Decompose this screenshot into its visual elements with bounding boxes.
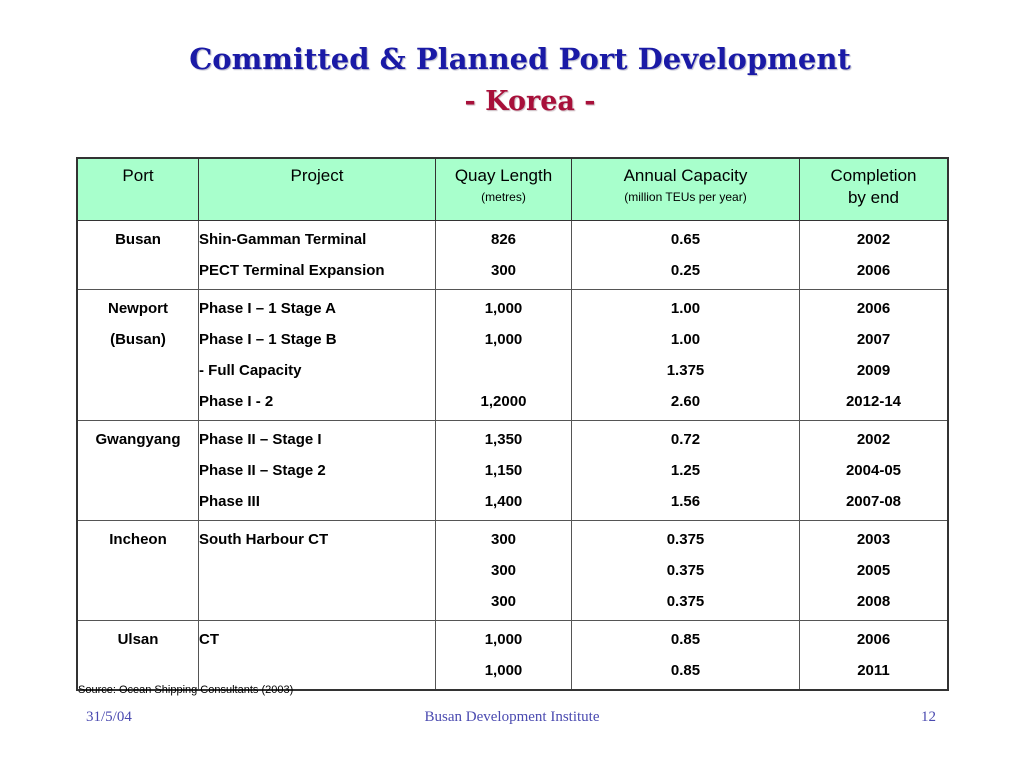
- comp-cell: [800, 290, 949, 421]
- project-name: South Harbour CT: [199, 531, 329, 548]
- column-header-quay-length: [436, 158, 572, 221]
- annual-capacity-value: 0.85: [670, 662, 701, 679]
- project-name: Phase III: [199, 493, 260, 510]
- quay-length-value: 1,400: [484, 493, 523, 510]
- quay-length-label: Quay Length: [454, 166, 553, 185]
- completion-year: 2002: [856, 431, 891, 448]
- port-name: Newport: [108, 300, 168, 317]
- completion-label-line1: Completion: [830, 166, 917, 185]
- completion-label-line2: by end: [847, 188, 900, 207]
- len-cell: [436, 290, 572, 421]
- completion-year: 2004-05: [845, 462, 902, 479]
- quay-length-value: 1,150: [484, 462, 523, 479]
- quay-length-value: 1,000: [484, 631, 523, 648]
- annual-capacity-unit: (million TEUs per year): [624, 190, 747, 204]
- comp-cell: [800, 221, 949, 290]
- slide-title: Committed & Planned Port Development: [189, 42, 851, 76]
- slide-subtitle: - Korea -: [464, 86, 596, 117]
- completion-year: 2006: [856, 631, 891, 648]
- port-cell: [77, 221, 199, 290]
- table-row: [77, 421, 948, 521]
- footer-page-number: 12: [921, 709, 936, 725]
- project-name: Phase I – 1 Stage B: [199, 331, 337, 348]
- completion-year: 2003: [856, 531, 891, 548]
- annual-capacity-value: 0.375: [666, 531, 705, 548]
- proj-cell: [199, 521, 436, 621]
- annual-capacity-label: Annual Capacity: [623, 166, 748, 185]
- table-body: [77, 221, 948, 691]
- column-header-project: Project: [199, 158, 436, 221]
- project-name: - Full Capacity: [199, 362, 302, 379]
- column-header-port: Port: [77, 158, 199, 221]
- acap-cell: [572, 521, 800, 621]
- annual-capacity-value: 0.25: [670, 262, 701, 279]
- footer-date: 31/5/04: [86, 709, 132, 725]
- project-name: Phase I - 2: [199, 393, 274, 410]
- acap-cell: [572, 621, 800, 691]
- quay-length-value: 300: [490, 531, 517, 548]
- table-row: [77, 621, 948, 691]
- quay-length-value: 1,2000: [480, 393, 527, 410]
- acap-cell: [572, 290, 800, 421]
- port-name: Busan: [115, 231, 161, 248]
- completion-year: 2009: [856, 362, 891, 379]
- footer-organization: Busan Development Institute: [424, 709, 600, 725]
- len-cell: [436, 221, 572, 290]
- proj-cell: [199, 421, 436, 521]
- annual-capacity-value: 1.56: [670, 493, 701, 510]
- project-name: Shin-Gamman Terminal: [199, 231, 367, 248]
- completion-year: 2006: [856, 262, 891, 279]
- column-header-annual-capacity: [572, 158, 800, 221]
- port-name: Incheon: [109, 531, 167, 548]
- annual-capacity-value: 0.375: [666, 562, 705, 579]
- quay-length-unit: (metres): [481, 190, 526, 204]
- completion-year: 2012-14: [845, 393, 902, 410]
- port-name: (Busan): [110, 331, 166, 348]
- completion-year: 2007-08: [845, 493, 902, 510]
- len-cell: [436, 521, 572, 621]
- completion-year: 2007: [856, 331, 891, 348]
- annual-capacity-value: 2.60: [670, 393, 701, 410]
- annual-capacity-value: 1.25: [670, 462, 701, 479]
- quay-length-value: 1,000: [484, 331, 523, 348]
- proj-cell: [199, 621, 436, 691]
- annual-capacity-value: 0.85: [670, 631, 701, 648]
- port-cell: [77, 621, 199, 691]
- proj-cell: [199, 221, 436, 290]
- project-name: PECT Terminal Expansion: [199, 262, 385, 279]
- comp-cell: [800, 521, 949, 621]
- table-header-row: [77, 158, 948, 221]
- annual-capacity-value: 1.00: [670, 300, 701, 317]
- port-cell: [77, 290, 199, 421]
- annual-capacity-value: 0.65: [670, 231, 701, 248]
- quay-length-value: 300: [490, 562, 517, 579]
- completion-year: 2008: [856, 593, 891, 610]
- port-cell: [77, 421, 199, 521]
- len-cell: [436, 421, 572, 521]
- quay-length-value: 1,000: [484, 662, 523, 679]
- port-cell: [77, 521, 199, 621]
- port-development-table: [76, 157, 949, 691]
- project-name: CT: [199, 631, 219, 648]
- port-name: Gwangyang: [95, 431, 181, 448]
- source-note: Source: Ocean Shipping Consultants (2003): [78, 684, 294, 696]
- quay-length-value: 1,000: [484, 300, 523, 317]
- table-row: [77, 221, 948, 290]
- completion-year: 2011: [857, 662, 890, 679]
- quay-length-value: 300: [490, 593, 517, 610]
- quay-length-value: [436, 355, 571, 386]
- comp-cell: [800, 421, 949, 521]
- quay-length-value: 1,350: [484, 431, 523, 448]
- project-name: Phase II – Stage 2: [199, 462, 326, 479]
- annual-capacity-value: 1.00: [670, 331, 701, 348]
- annual-capacity-value: 0.72: [670, 431, 701, 448]
- port-name: Ulsan: [117, 631, 159, 648]
- project-name: Phase I – 1 Stage A: [199, 300, 337, 317]
- acap-cell: [572, 221, 800, 290]
- project-name: Phase II – Stage I: [199, 431, 322, 448]
- comp-cell: [800, 621, 949, 691]
- proj-cell: [199, 290, 436, 421]
- table-row: [77, 290, 948, 421]
- quay-length-value: 300: [490, 262, 517, 279]
- len-cell: [436, 621, 572, 691]
- table-row: [77, 521, 948, 621]
- completion-year: 2005: [856, 562, 891, 579]
- column-header-completion: [800, 158, 949, 221]
- annual-capacity-value: 1.375: [666, 362, 705, 379]
- annual-capacity-value: 0.375: [666, 593, 705, 610]
- completion-year: 2006: [856, 300, 891, 317]
- completion-year: 2002: [856, 231, 891, 248]
- quay-length-value: 826: [490, 231, 517, 248]
- acap-cell: [572, 421, 800, 521]
